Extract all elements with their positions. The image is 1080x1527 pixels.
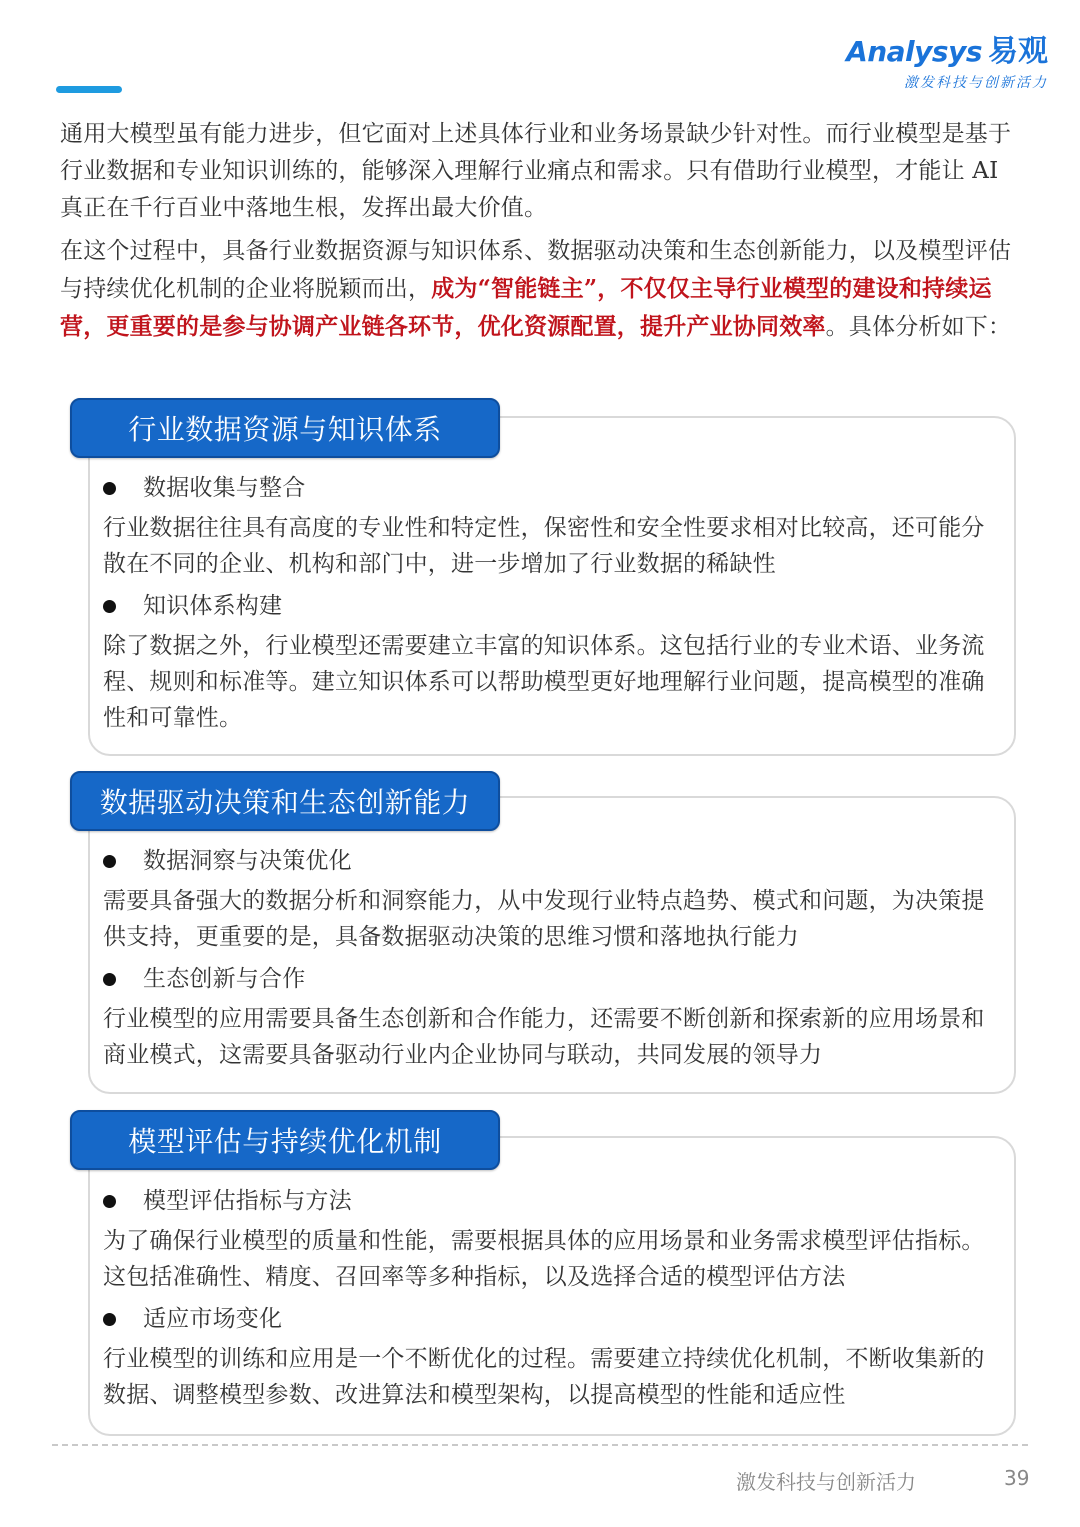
top-accent-bar xyxy=(56,86,122,93)
section-title-1: 行业数据资源与知识体系 xyxy=(70,398,500,458)
bullet-heading xyxy=(103,843,998,879)
logo-chinese-name: 易观 xyxy=(988,34,1048,69)
bullet-heading-text: 模型评估指标与方法 xyxy=(143,1188,352,1214)
bullet-heading xyxy=(103,588,998,624)
footer-tagline: 激发科技与创新活力 xyxy=(736,1470,916,1494)
footer-divider xyxy=(52,1444,1028,1446)
bullet-dot-icon xyxy=(103,482,116,495)
bullet-heading xyxy=(103,470,998,506)
bullet-heading xyxy=(103,1301,998,1337)
bullet-heading-text: 知识体系构建 xyxy=(143,593,283,619)
bullet-dot-icon xyxy=(103,973,116,986)
bullet-heading-text: 数据洞察与决策优化 xyxy=(143,848,352,874)
bullet-heading xyxy=(103,961,998,997)
brand-logo xyxy=(808,26,1048,92)
intro-text xyxy=(60,116,1020,352)
bullet-paragraph: 为了确保行业模型的质量和性能，需要根据具体的应用场景和业务需求模型评估指标。这包括准确性、精度、召回率等多种指标，以及选择合适的模型评估方法 xyxy=(103,1228,985,1290)
bullet-heading xyxy=(103,1183,998,1219)
intro-paragraph-1: 通用大模型虽有能力进步，但它面对上述具体行业和业务场景缺少针对性。而行业模型是基于行业数据和专业知识训练的，能够深入理解行业痛点和需求。只有借助行业模型，才能让 AI 真正在千行百业中落地生根，发挥出最大价值。 xyxy=(60,121,1012,221)
section-body-2 xyxy=(103,843,998,1079)
page-number: 39 xyxy=(1004,1466,1030,1490)
section-body-3 xyxy=(103,1183,998,1419)
bullet-dot-icon xyxy=(103,600,116,613)
section-body-1 xyxy=(103,470,998,742)
bullet-heading-text: 生态创新与合作 xyxy=(143,966,306,992)
bullet-dot-icon xyxy=(103,1313,116,1326)
bullet-heading-text: 数据收集与整合 xyxy=(143,475,306,501)
intro-p2-highlight: 成为“智能链主”，不仅仅主导行业模型的建设和持续运营，更重要的是参与协调产业链各环节，优化资源配置，提升产业协同效率 xyxy=(60,275,992,340)
section-title-3: 模型评估与持续优化机制 xyxy=(70,1110,500,1170)
logo-wordmark: Analysys xyxy=(846,35,982,68)
intro-p2-pre: 在这个过程中，具备行业数据资源与知识体系、数据驱动决策和生态创新能力，以及模型评估与持续优化机制的企业将脱颖而出， xyxy=(60,238,1012,302)
bullet-paragraph: 行业模型的训练和应用是一个不断优化的过程。需要建立持续优化机制，不断收集新的数据、调整模型参数、改进算法和模型架构，以提高模型的性能和适应性 xyxy=(103,1346,985,1408)
bullet-dot-icon xyxy=(103,855,116,868)
bullet-paragraph: 行业模型的应用需要具备生态创新和合作能力，还需要不断创新和探索新的应用场景和商业模式，这需要具备驱动行业内企业协同与联动，共同发展的领导力 xyxy=(103,1006,985,1068)
intro-paragraph-2 xyxy=(60,233,1020,346)
bullet-paragraph: 除了数据之外，行业模型还需要建立丰富的知识体系。这包括行业的专业术语、业务流程、规则和标准等。建立知识体系可以帮助模型更好地理解行业问题，提高模型的准确性和可靠性。 xyxy=(103,633,985,731)
bullet-dot-icon xyxy=(103,1195,116,1208)
bullet-paragraph: 需要具备强大的数据分析和洞察能力，从中发现行业特点趋势、模式和问题，为决策提供支持，更重要的是，具备数据驱动决策的思维习惯和落地执行能力 xyxy=(103,888,985,950)
intro-p2-post: 。具体分析如下： xyxy=(825,314,1012,340)
bullet-paragraph: 行业数据往往具有高度的专业性和特定性，保密性和安全性要求相对比较高，还可能分散在不同的企业、机构和部门中，进一步增加了行业数据的稀缺性 xyxy=(103,515,985,577)
bullet-heading-text: 适应市场变化 xyxy=(143,1306,283,1332)
section-title-2: 数据驱动决策和生态创新能力 xyxy=(70,771,500,831)
logo-tagline: 激发科技与创新活力 xyxy=(904,75,1048,91)
